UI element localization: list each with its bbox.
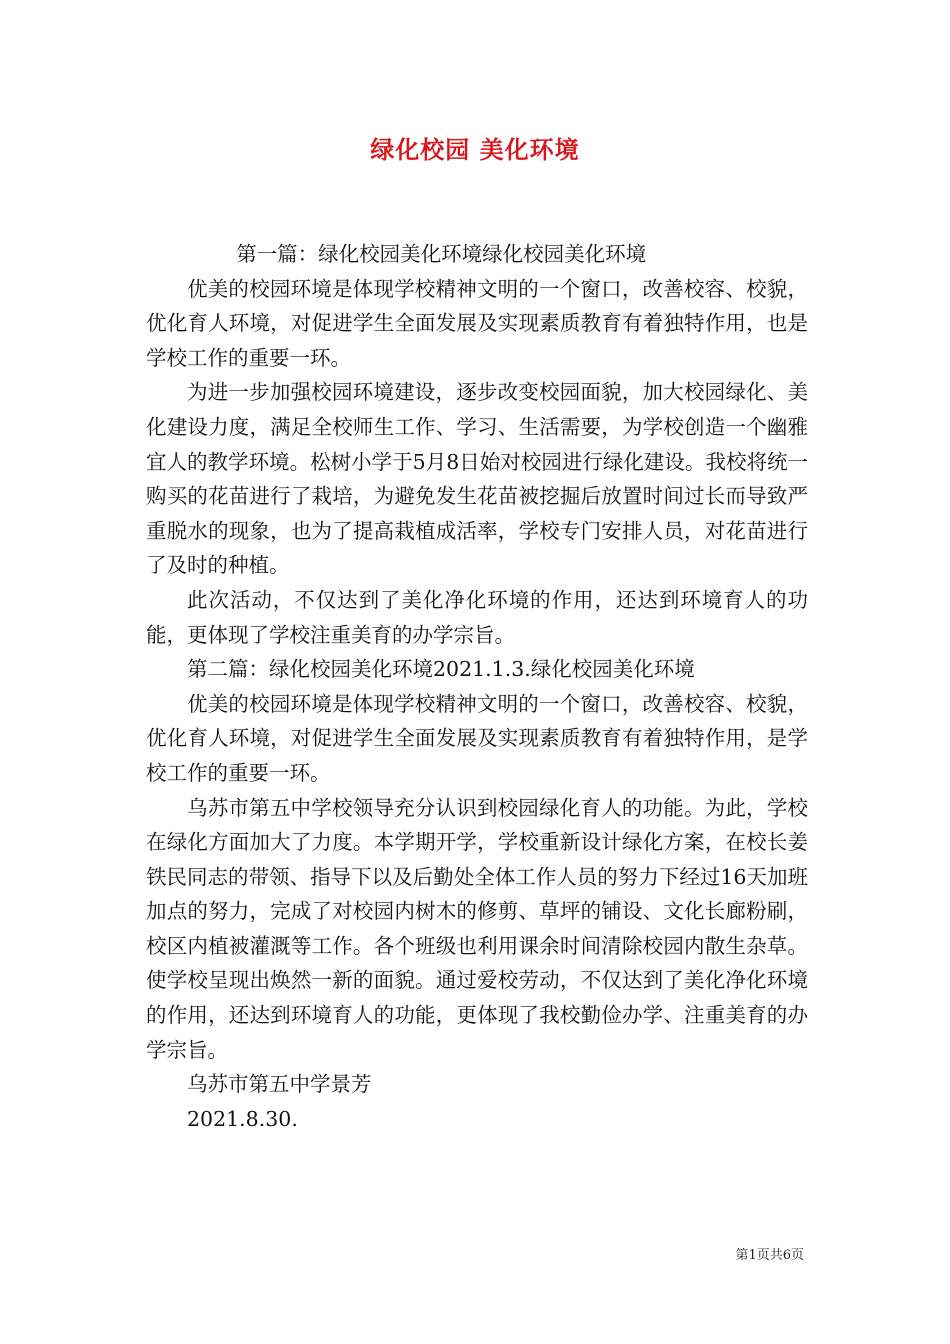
section-heading-2: 第二篇：绿化校园美化环境2021.1.3.绿化校园美化环境 bbox=[187, 657, 695, 682]
document-body bbox=[146, 237, 808, 1136]
paragraph: 优美的校园环境是体现学校精神文明的一个窗口，改善校容、校貌，优化育人环境，对促进学生全面发展及实现素质教育有着独特作用，是学校工作的重要一环。 bbox=[146, 691, 808, 785]
paragraph: 乌苏市第五中学校领导充分认识到校园绿化育人的功能。为此，学校在绿化方面加大了力度。本学期开学，学校重新设计绿化方案，在校长姜铁民同志的带领、指导下以及后勤处全体工作人员的努力下经过16天加班加点的努力，完成了对校园内树木的修剪、草坪的铺设、文化长廊粉刷，校区内植被灌溉等工作。各个班级也利用课余时间清除校园内散生杂草。使学校呈现出焕然一新的面貌。通过爱校劳动，不仅达到了美化净化环境的作用，还达到环境育人的功能，更体现了我校勤俭办学、注重美育的办学宗旨。 bbox=[146, 795, 808, 1062]
document-title: 绿化校园 美化环境 bbox=[370, 136, 580, 164]
paragraph: 优美的校园环境是体现学校精神文明的一个窗口，改善校容、校貌，优化育人环境，对促进学生全面发展及实现素质教育有着独特作用，也是学校工作的重要一环。 bbox=[146, 276, 808, 370]
section-heading-1: 第一篇：绿化校园美化环境绿化校园美化环境 bbox=[236, 242, 647, 266]
paragraph: 为进一步加强校园环境建设，逐步改变校园面貌，加大校园绿化、美化建设力度，满足全校师生工作、学习、生活需要，为学校创造一个幽雅宜人的教学环境。松树小学于5月8日始对校园进行绿化建设。我校将统一购买的花苗进行了栽培，为避免发生花苗被挖掘后放置时间过长而导致严重脱水的现象，也为了提高栽植成活率，学校专门安排人员，对花苗进行了及时的种植。 bbox=[146, 380, 808, 578]
date-line: 2021.8.30. bbox=[187, 1106, 298, 1131]
signature-line: 乌苏市第五中学景芳 bbox=[187, 1072, 372, 1097]
paragraph: 此次活动，不仅达到了美化净化环境的作用，还达到环境育人的功能，更体现了学校注重美育的办学宗旨。 bbox=[146, 587, 808, 647]
page-number: 第1页共6页 bbox=[735, 1248, 804, 1263]
